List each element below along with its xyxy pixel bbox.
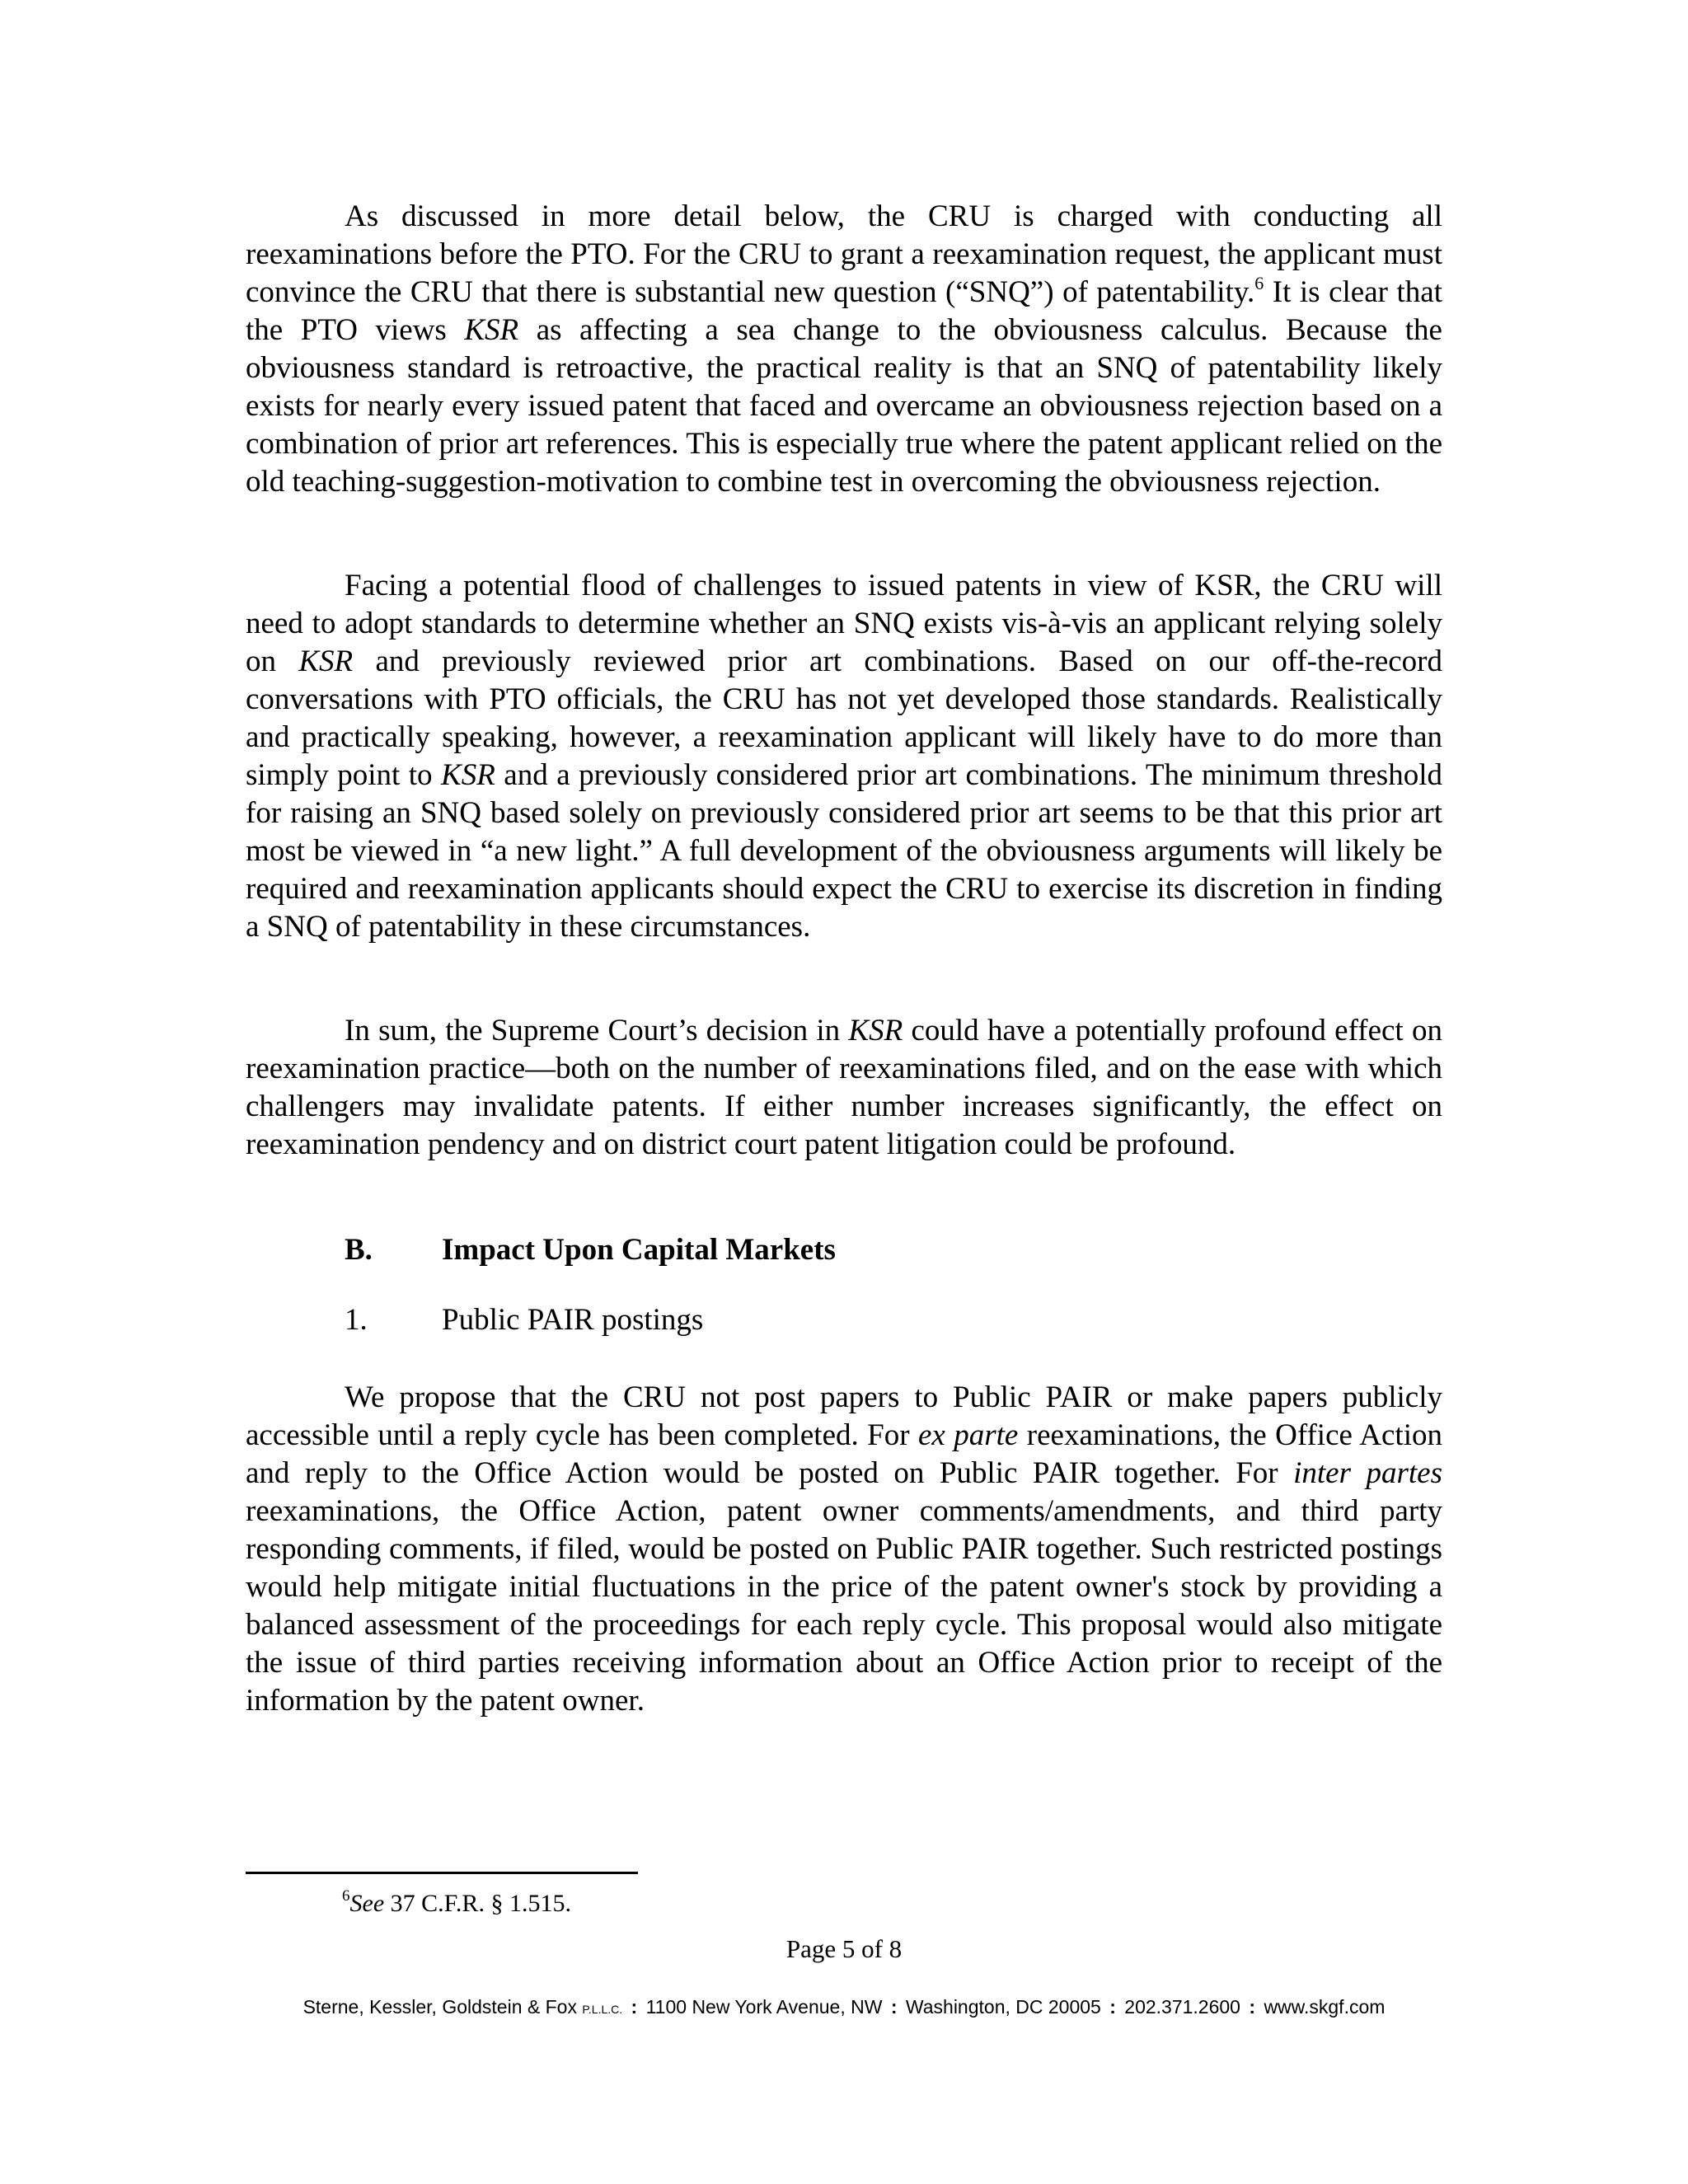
footnote — [342, 1889, 571, 1919]
footnote-citation: 37 C.F.R. § 1.515. — [384, 1890, 571, 1917]
section-title: Impact Upon Capital Markets — [442, 1233, 836, 1267]
paragraph-summary — [246, 1012, 1442, 1164]
firm-name: Sterne, Kessler, Goldstein & Fox — [302, 1996, 583, 2018]
footnote-divider — [246, 1872, 638, 1874]
case-name: KSR — [464, 313, 519, 347]
case-name: KSR — [441, 758, 495, 792]
firm-footer — [0, 1994, 1688, 2022]
footer-separator: : — [890, 1996, 898, 2018]
paragraph-public-pair-proposal — [246, 1379, 1442, 1720]
paragraph-cru-reexamination — [246, 198, 1442, 501]
footer-separator: : — [631, 1996, 638, 2018]
footnote-reference: 6 — [1254, 272, 1264, 293]
subsection-heading — [345, 1301, 703, 1339]
footnote-number: 6 — [342, 1887, 350, 1905]
italic-term: inter partes — [1293, 1456, 1442, 1490]
footer-separator: : — [1109, 1996, 1116, 2018]
italic-term: ex parte — [917, 1418, 1019, 1452]
section-number: B. — [345, 1233, 373, 1267]
paragraph-snq-standards — [246, 567, 1442, 946]
page-number: Page 5 of 8 — [785, 1934, 903, 1963]
section-heading — [345, 1231, 836, 1269]
firm-website: www.skgf.com — [1264, 1996, 1386, 2018]
subsection-number: 1. — [345, 1303, 368, 1337]
subsection-title: Public PAIR postings — [442, 1303, 704, 1337]
paragraph-text: Facing a potential flood of challenges to issued patents in view of KSR, the CRU will need to adopt standards to determine whether an SNQ exists vis-à-vis an applicant relying solely on KSR and previously reviewed prior art combinations. Based on our off-the-record conversations with PTO officials, the CRU has not yet developed those standards. Realistically and practically speaking, however, a reexamination applicant will likely have to do more than simply point to KSR and a previously considered prior art combinations. The minimum threshold for raising an SNQ based solely on previously considered prior art seems to be that this prior art most be viewed in “a new light.” A full development of the obviousness arguments will likely be required and reexamination applicants should expect the CRU to exercise its discretion in finding a SNQ of patentability in these circumstances. — [246, 569, 1442, 944]
firm-suffix: P.L.L.C. — [582, 2003, 623, 2016]
firm-city: Washington, DC 20005 — [905, 1996, 1101, 2018]
firm-address: 1100 New York Avenue, NW — [645, 1996, 883, 2018]
paragraph-text: As discussed in more detail below, the CRU is charged with conducting all reexaminations before the PTO. For the CRU to grant a reexamination request, the applicant must convince the CRU that there is substantial new question (“SNQ”) of patentability.$^6$ It is clear that the PTO views KSR as affecting a sea change to the obviousness calculus. Because the obviousness standard is retroactive, the practical reality is that an SNQ of patentability likely exists for nearly every issued patent that faced and overcame an obviousness rejection based on a combination of prior art references. This is especially true where the patent applicant relied on the old teaching-suggestion-motivation to combine test in overcoming the obviousness rejection. — [246, 199, 1442, 499]
case-name: KSR — [298, 644, 354, 678]
paragraph-text: We propose that the CRU not post papers to Public PAIR or make papers publicly accessible until a reply cycle has been completed. For ex parte reexaminations, the Office Action and reply to the Office Action would be posted on Public PAIR together. For inter partes reexaminations, the Office Action, patent owner comments/amendments, and third party responding comments, if filed, would be posted on Public PAIR together. Such restricted postings would help mitigate initial fluctuations in the price of the patent owner's stock by providing a balanced assessment of the proceedings for each reply cycle. This proposal would also mitigate the issue of third parties receiving information about an Office Action prior to receipt of the information by the patent owner. — [246, 1380, 1442, 1718]
case-name: KSR — [848, 1014, 903, 1047]
footer-separator: : — [1249, 1996, 1256, 2018]
firm-phone: 202.371.2600 — [1124, 1996, 1240, 2018]
footnote-signal: See — [349, 1890, 385, 1917]
paragraph-text: In sum, the Supreme Court’s decision in KSR could have a potentially profound effect on reexamination practice—both on the number of reexaminations filed, and on the ease with which challengers may invalidate patents. If either number increases significantly, the effect on reexamination pendency and on district court patent litigation could be profound. — [246, 1014, 1442, 1161]
